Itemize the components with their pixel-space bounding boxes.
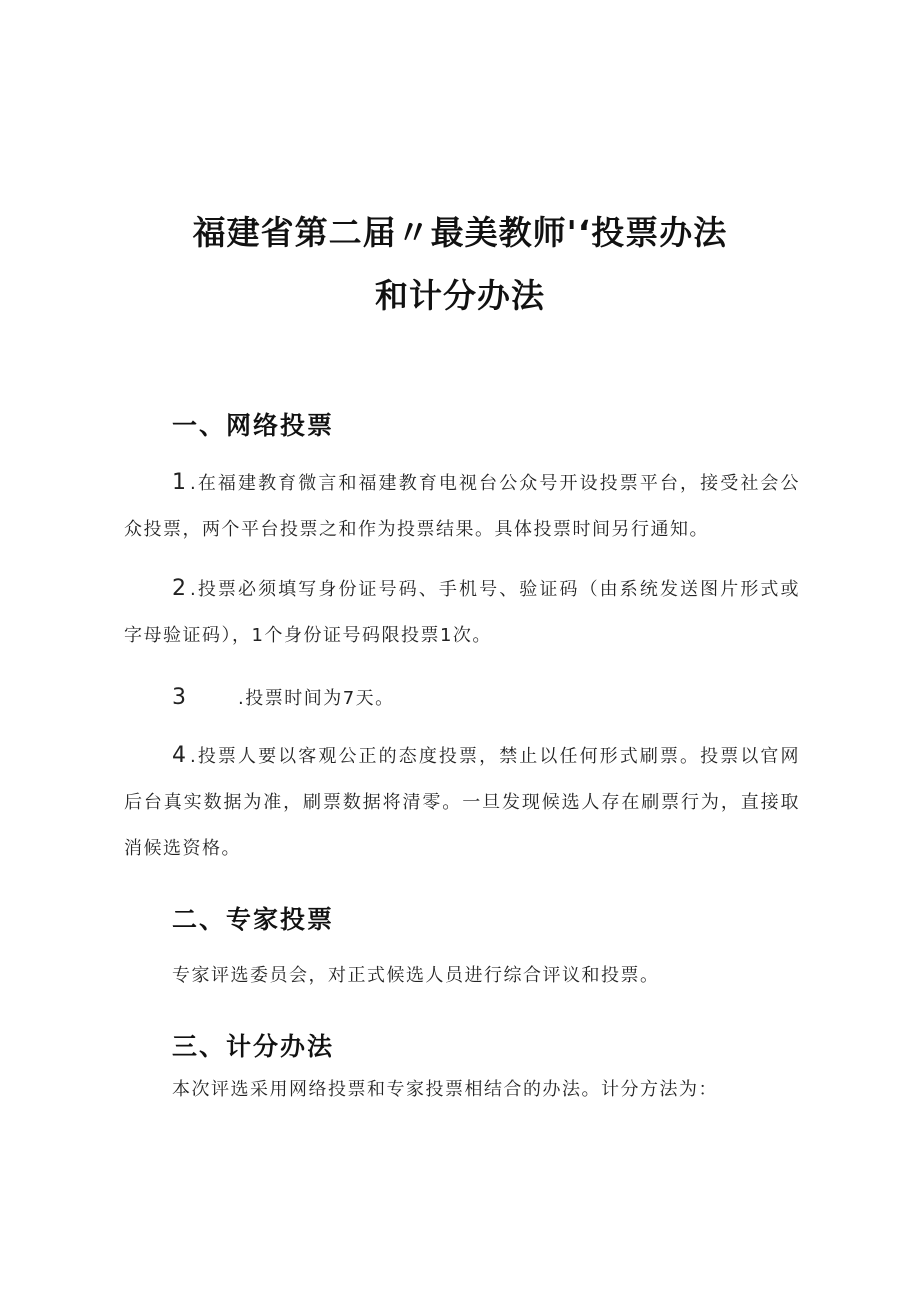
- item-text: .投票必须填写身份证号码、手机号、验证码（由系统发送图片形式或字母验证码），1个身份证号码限投票1次。: [124, 579, 800, 646]
- expert-voting-body: 专家评选委员会，对正式候选人员进行综合评议和投票。: [172, 965, 660, 986]
- item-number: 4: [172, 743, 186, 768]
- item-number: 3: [172, 685, 186, 710]
- document-title-line-1: 福建省第二届〃最美教师'‘投票办法: [192, 213, 728, 252]
- scoring-method-body: 本次评选采用网络投票和专家投票相结合的办法。计分方法为：: [172, 1079, 718, 1100]
- online-voting-item-2: [124, 566, 800, 659]
- item-text: .投票人要以客观公正的态度投票，禁止以任何形式刷票。投票以官网后台真实数据为准，刷票数据将清零。一旦发现候选人存在刷票行为，直接取消候选资格。: [124, 746, 800, 859]
- section-heading-online-voting: 一、网络投票: [172, 411, 335, 440]
- online-voting-item-4: [124, 733, 800, 872]
- item-text: .在福建教育微言和福建教育电视台公众号开设投票平台，接受社会公众投票，两个平台投票之和作为投票结果。具体投票时间另行通知。: [124, 473, 800, 540]
- document-title-line-2: 和计分办法: [375, 276, 545, 315]
- section-heading-scoring-method: 三、计分办法: [172, 1032, 335, 1061]
- item-number: 1: [172, 470, 186, 495]
- online-voting-item-3: [124, 675, 800, 722]
- section-heading-expert-voting: 二、专家投票: [172, 905, 335, 934]
- item-text: .投票时间为7天。: [238, 688, 395, 709]
- online-voting-item-1: [124, 460, 800, 553]
- item-number: 2: [172, 576, 186, 601]
